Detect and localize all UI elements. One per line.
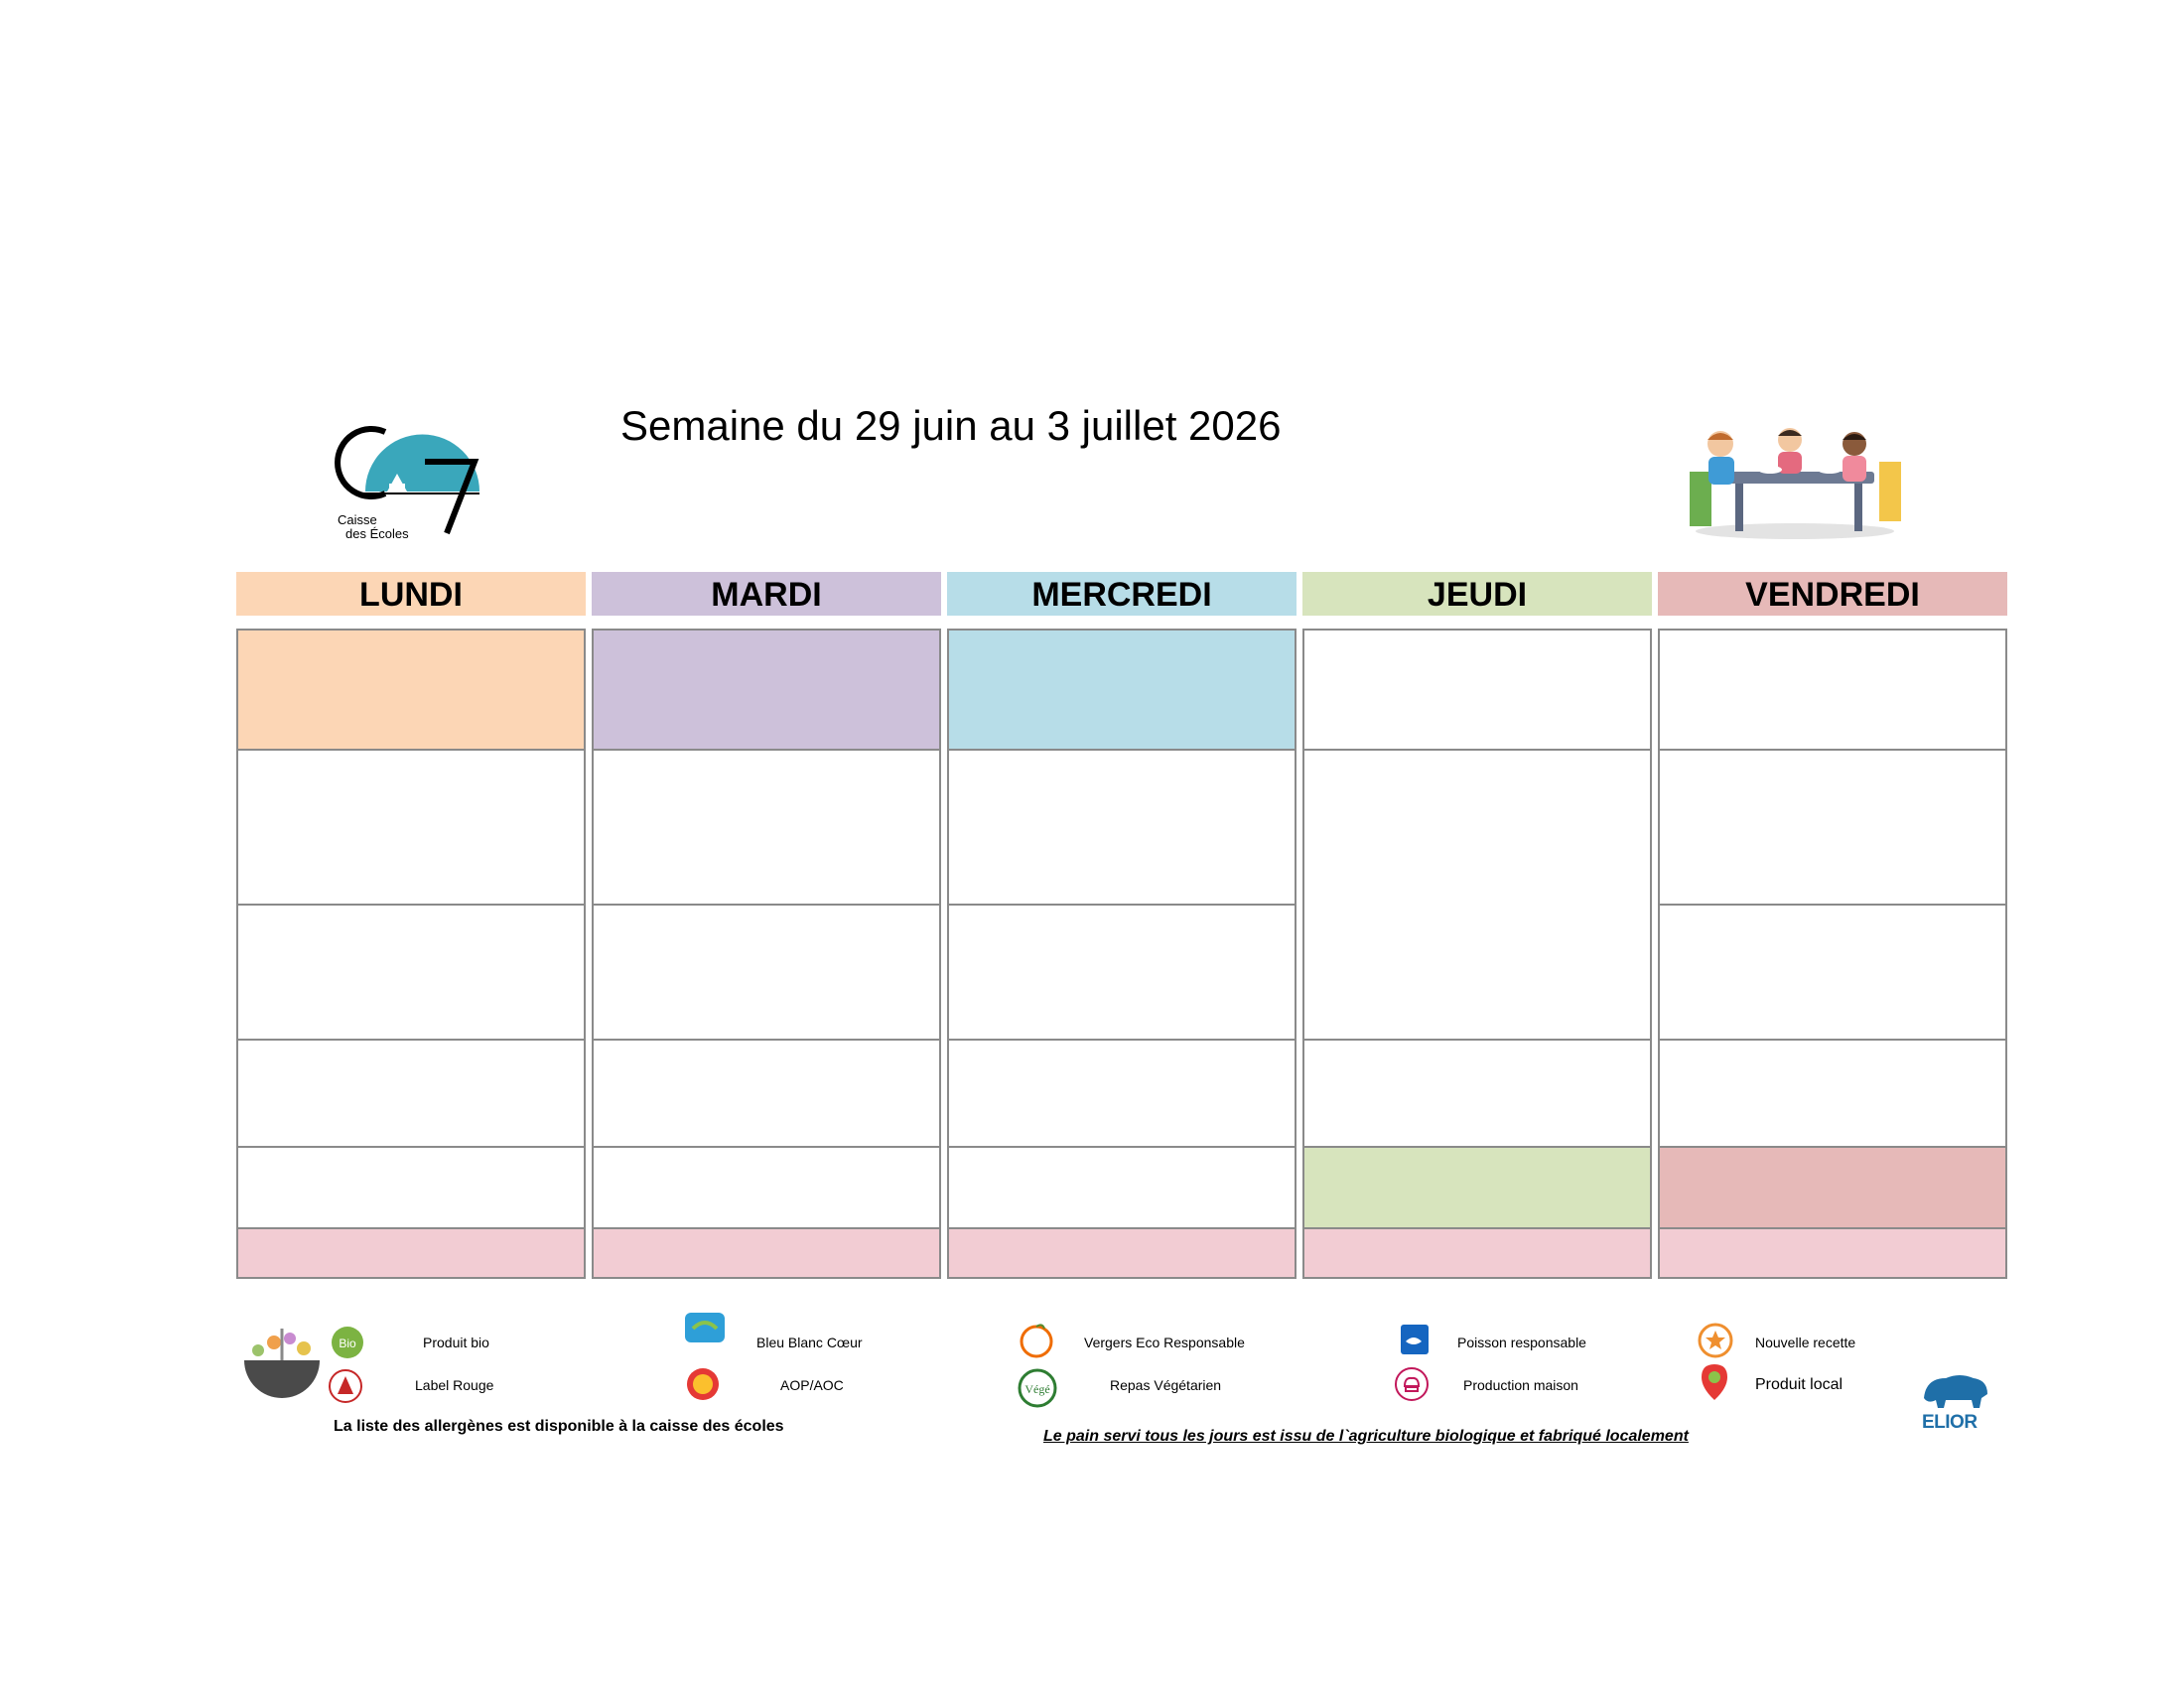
menu-cell-lundi-accompagnement: [236, 904, 586, 1041]
day-header-mercredi: MERCREDI: [947, 572, 1297, 616]
menu-cell-vendredi-plat: [1658, 749, 2007, 906]
menu-cell-jeudi-dessert: [1302, 1146, 1652, 1229]
menu-cell-mercredi-entree: [947, 629, 1297, 751]
menu-cell-mercredi-gouter: [947, 1227, 1297, 1279]
menu-cell-jeudi-plat: [1302, 749, 1652, 1041]
menu-cell-mercredi-laitage: [947, 1039, 1297, 1148]
legend-production-maison: Production maison: [1463, 1377, 1578, 1393]
menu-cell-vendredi-entree: [1658, 629, 2007, 751]
menu-cell-mardi-plat: [592, 749, 941, 906]
brand-name: ELIOR: [1922, 1412, 1978, 1433]
logo-caption-line2: des Écoles: [345, 526, 409, 541]
label-rouge-icon: [328, 1368, 363, 1404]
menu-cell-vendredi-laitage: [1658, 1039, 2007, 1148]
elior-logo: [1916, 1368, 1995, 1438]
day-header-jeudi: JEUDI: [1302, 572, 1652, 616]
legend-nouvelle-recette: Nouvelle recette: [1755, 1335, 1856, 1350]
msc-fish-icon: [1400, 1324, 1430, 1355]
bio-icon: [330, 1325, 365, 1360]
vege-badge-text: Végé: [1024, 1382, 1050, 1396]
menu-cell-lundi-plat: [236, 749, 586, 906]
menu-cell-vendredi-gouter: [1658, 1227, 2007, 1279]
legend-label-rouge: Label Rouge: [415, 1377, 494, 1393]
legend-aop-aoc: AOP/AOC: [780, 1377, 844, 1393]
des-idees-plein-l-assiette-logo: [240, 1321, 324, 1404]
legend-bleu-blanc-coeur: Bleu Blanc Cœur: [756, 1335, 863, 1350]
menu-cell-lundi-entree: [236, 629, 586, 751]
legend-produit-local: Produit local: [1755, 1376, 1843, 1393]
menu-cell-mardi-laitage: [592, 1039, 941, 1148]
menu-cell-mercredi-accompagnement: [947, 904, 1297, 1041]
bleu-blanc-coeur-icon: [683, 1309, 727, 1348]
vergers-eco-responsable-icon: [1019, 1323, 1054, 1358]
menu-cell-vendredi-dessert: [1658, 1146, 2007, 1229]
menu-cell-lundi-gouter: [236, 1227, 586, 1279]
menu-cell-mardi-dessert: [592, 1146, 941, 1229]
aop-aoc-icon: [685, 1366, 721, 1402]
vege-icon: [1017, 1368, 1058, 1408]
menu-cell-mardi-gouter: [592, 1227, 941, 1279]
legend-poisson-responsable: Poisson responsable: [1457, 1335, 1586, 1350]
day-header-mardi: MARDI: [592, 572, 941, 616]
menu-cell-mercredi-plat: [947, 749, 1297, 906]
menu-cell-mardi-entree: [592, 629, 941, 751]
menu-cell-lundi-laitage: [236, 1039, 586, 1148]
day-header-vendredi: VENDREDI: [1658, 572, 2007, 616]
logo-caption-line1: Caisse: [338, 512, 377, 527]
page-title: Semaine du 29 juin au 3 juillet 2026: [620, 402, 1282, 449]
menu-cell-lundi-dessert: [236, 1146, 586, 1229]
production-maison-icon: [1394, 1366, 1430, 1402]
bio-badge-text: Bio: [339, 1336, 356, 1350]
menu-cell-jeudi-gouter: [1302, 1227, 1652, 1279]
legend-repas-vegetarien: Repas Végétarien: [1110, 1377, 1222, 1393]
menu-cell-vendredi-accompagnement: [1658, 904, 2007, 1041]
legend-vergers: Vergers Eco Responsable: [1084, 1335, 1245, 1350]
caisse-des-ecoles-logo: [316, 422, 484, 546]
menu-cell-jeudi-laitage: [1302, 1039, 1652, 1148]
bison-icon: [1916, 1368, 1995, 1414]
pain-note: Le pain servi tous les jours est issu de l`agriculture biologique et fabriqué localement: [1043, 1428, 1689, 1445]
menu-cell-mercredi-dessert: [947, 1146, 1297, 1229]
menu-cell-jeudi-entree: [1302, 629, 1652, 751]
allergenes-note: La liste des allergènes est disponible à la caisse des écoles: [334, 1418, 784, 1435]
menu-cell-mardi-accompagnement: [592, 904, 941, 1041]
legend-produit-bio: Produit bio: [423, 1335, 489, 1350]
location-pin-icon: [1700, 1362, 1729, 1402]
day-header-lundi: LUNDI: [236, 572, 586, 616]
nouvelle-recette-star-icon: [1698, 1323, 1733, 1358]
kids-eating-illustration: [1676, 422, 1904, 541]
